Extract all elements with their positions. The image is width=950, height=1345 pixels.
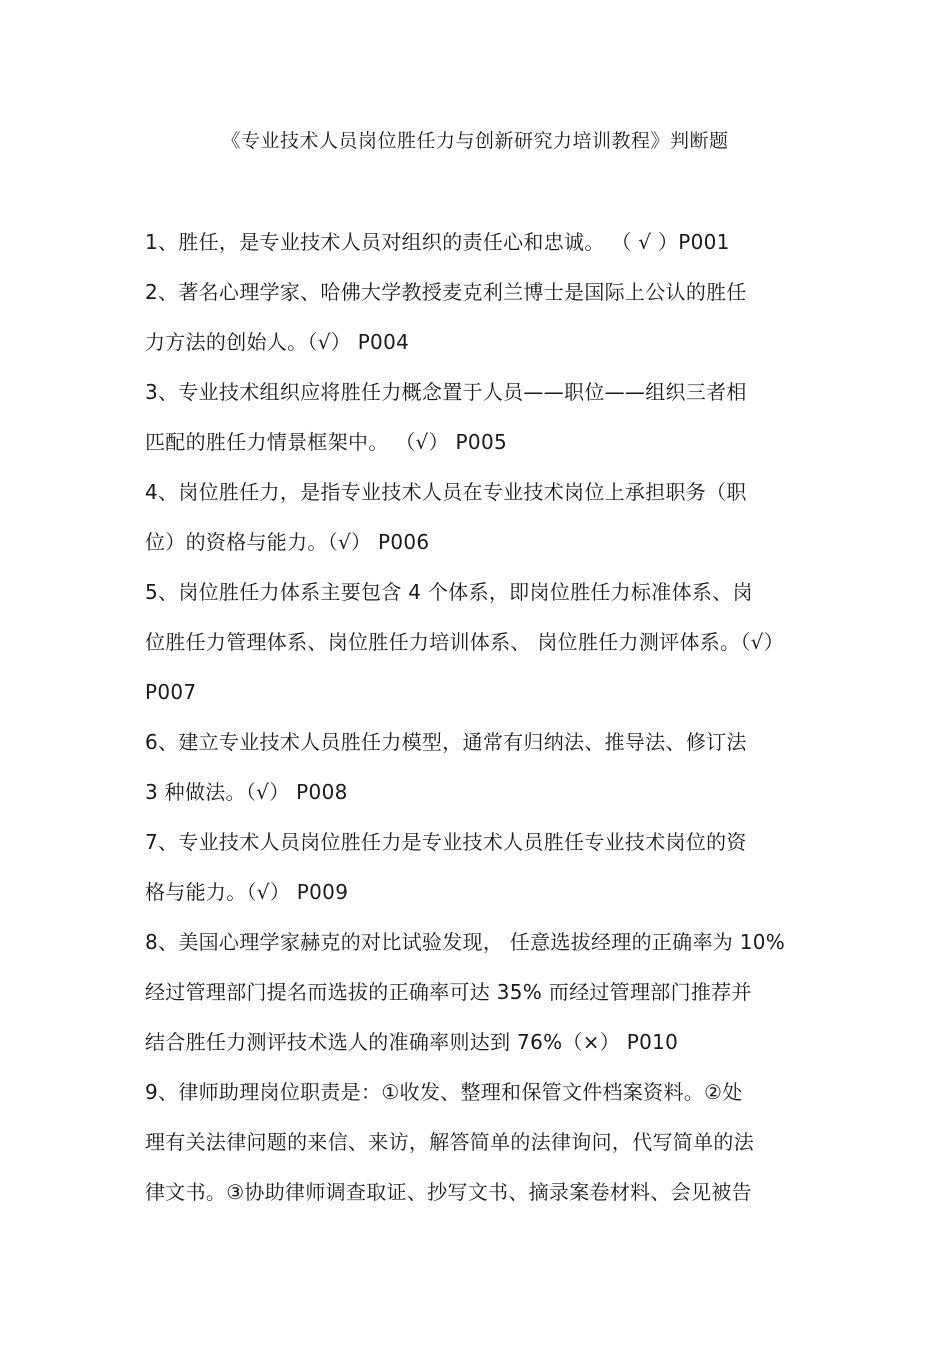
text-line: 律文书。③协助律师调查取证、抄写文书、摘录案卷材料、会见被告 <box>145 1180 752 1204</box>
text-line: 2、著名心理学家、哈佛大学教授麦克利兰博士是国际上公认的胜任 <box>145 280 747 304</box>
text-line: 匹配的胜任力情景框架中。 （√） P005 <box>145 430 507 454</box>
text-line: P007 <box>145 680 197 704</box>
text-line: 1、胜任，是专业技术人员对组织的责任心和忠诚。 （ √ ）P001 <box>145 230 730 254</box>
document-title: 《专业技术人员岗位胜任力与创新研究力培训教程》判断题 <box>221 130 729 152</box>
question-list <box>145 226 815 1226</box>
text-line: 格与能力。（√） P009 <box>145 880 349 904</box>
text-line: 理有关法律问题的来信、来访，解答简单的法律询问，代写简单的法 <box>145 1130 754 1154</box>
text-line: 位胜任力管理体系、岗位胜任力培训体系、 岗位胜任力测评体系。（√） <box>145 630 785 654</box>
text-line: 结合胜任力测评技术选人的准确率则达到 76%（×） P010 <box>145 1030 679 1054</box>
text-line: 5、岗位胜任力体系主要包含 4 个体系，即岗位胜任力标准体系、岗 <box>145 580 753 604</box>
text-line: 位）的资格与能力。（√） P006 <box>145 530 430 554</box>
text-line: 7、专业技术人员岗位胜任力是专业技术人员胜任专业技术岗位的资 <box>145 830 747 854</box>
text-line: 3 种做法。（√） P008 <box>145 780 348 804</box>
text-line: 3、专业技术组织应将胜任力概念置于人员——职位——组织三者相 <box>145 380 747 404</box>
text-line: 6、建立专业技术人员胜任力模型，通常有归纳法、推导法、修订法 <box>145 730 747 754</box>
text-line: 8、美国心理学家赫克的对比试验发现， 任意选拔经理的正确率为 10% <box>145 930 786 954</box>
text-line: 9、律师助理岗位职责是：①收发、整理和保管文件档案资料。②处 <box>145 1080 743 1104</box>
text-line: 力方法的创始人。（√） P004 <box>145 330 410 354</box>
text-line: 4、岗位胜任力，是指专业技术人员在专业技术岗位上承担职务（职 <box>145 480 747 504</box>
text-line: 经过管理部门提名而选拔的正确率可达 35% 而经过管理部门推荐并 <box>145 980 752 1004</box>
